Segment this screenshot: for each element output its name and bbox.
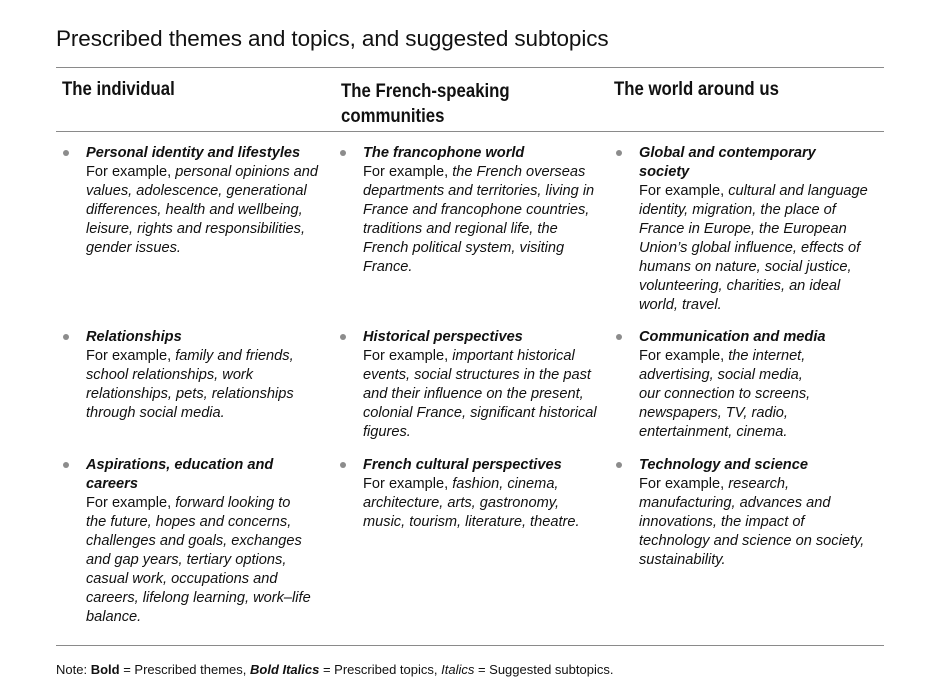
topic-title: Relationships — [86, 329, 182, 345]
bullet-icon — [63, 150, 69, 156]
bullet-icon — [616, 150, 622, 156]
bullet-icon — [340, 334, 346, 340]
theme-heading-line: The individual — [62, 78, 175, 100]
topic-subtopics: For example, the French overseas departments and territories, living in France and francophone countries, traditions and regional life, the French political system, visiting France. — [363, 164, 595, 275]
bullet-icon — [63, 462, 69, 468]
topic-subtopics: For example, cultural and language identity, migration, the place of France in Europe, the European Union’s global influence, effects of humans on nature, social justice, volunteering, charities, an ideal world, travel. — [639, 183, 868, 313]
topic-global-contemporary-society — [639, 144, 887, 315]
bottom-divider — [56, 645, 884, 646]
topic-subtopics: For example, research, manufacturing, advances and innovations, the impact of technology and science on society, sustainability. — [639, 476, 865, 568]
topic-aspirations — [86, 456, 334, 627]
topic-francophone-world — [363, 144, 611, 277]
page-title: Prescribed themes and topics, and suggested subtopics — [56, 26, 609, 51]
bullet-icon — [63, 334, 69, 340]
topic-technology-science — [639, 456, 887, 570]
theme-heading-world-around-us — [614, 77, 779, 102]
topic-subtopics: For example, important historical events, social structures in the past and their influence on the present, colonial France, significant historical figures. — [363, 348, 597, 440]
topic-title: Communication and media — [639, 329, 826, 345]
topic-title: Technology and science — [639, 457, 808, 473]
legend-note: Note: Bold = Prescribed themes, Bold Italics = Prescribed topics, Italics = Suggested subtopics. — [56, 662, 614, 677]
topic-personal-identity — [86, 144, 334, 258]
bullet-icon — [340, 150, 346, 156]
theme-heading-individual — [62, 77, 175, 102]
bullet-icon — [616, 334, 622, 340]
topic-title: Personal identity and lifestyles — [86, 145, 301, 161]
topic-french-cultural-perspectives — [363, 456, 611, 532]
topic-title: French cultural perspectives — [363, 457, 562, 473]
theme-heading-french-communities — [341, 79, 510, 129]
bullet-icon — [616, 462, 622, 468]
theme-heading-line: communities — [341, 105, 445, 127]
topic-title: The francophone world — [363, 145, 525, 161]
topic-subtopics: For example, personal opinions and values, adolescence, generational differences, health and wellbeing, leisure, rights and responsibilities, gender issues. — [86, 164, 319, 256]
bullet-icon — [340, 462, 346, 468]
topic-title: Global and contemporary society — [639, 145, 816, 180]
topic-title: Aspirations, education and careers — [86, 457, 274, 492]
topic-subtopics: For example, family and friends, school relationships, work relationships, pets, relationships through social media. — [86, 348, 294, 421]
topic-communication-media — [639, 328, 887, 442]
topic-title: Historical perspectives — [363, 329, 523, 345]
topic-subtopics: For example, forward looking to the future, hopes and concerns, challenges and goals, exchanges and gap years, tertiary options, casual work, occupations and careers, lifelong learning, work–life balance. — [86, 495, 311, 625]
theme-heading-line: The French-speaking — [341, 80, 510, 102]
header-divider — [56, 131, 884, 132]
theme-heading-line: The world around us — [614, 78, 779, 100]
topic-subtopics: For example, fashion, cinema, architecture, arts, gastronomy, music, tourism, literature, theatre. — [363, 476, 580, 530]
topic-subtopics: For example, the internet, advertising, social media, our connection to screens, newspapers, TV, radio, entertainment, cinema. — [639, 348, 811, 440]
topic-relationships — [86, 328, 334, 423]
topic-historical-perspectives — [363, 328, 611, 442]
top-divider — [56, 67, 884, 68]
